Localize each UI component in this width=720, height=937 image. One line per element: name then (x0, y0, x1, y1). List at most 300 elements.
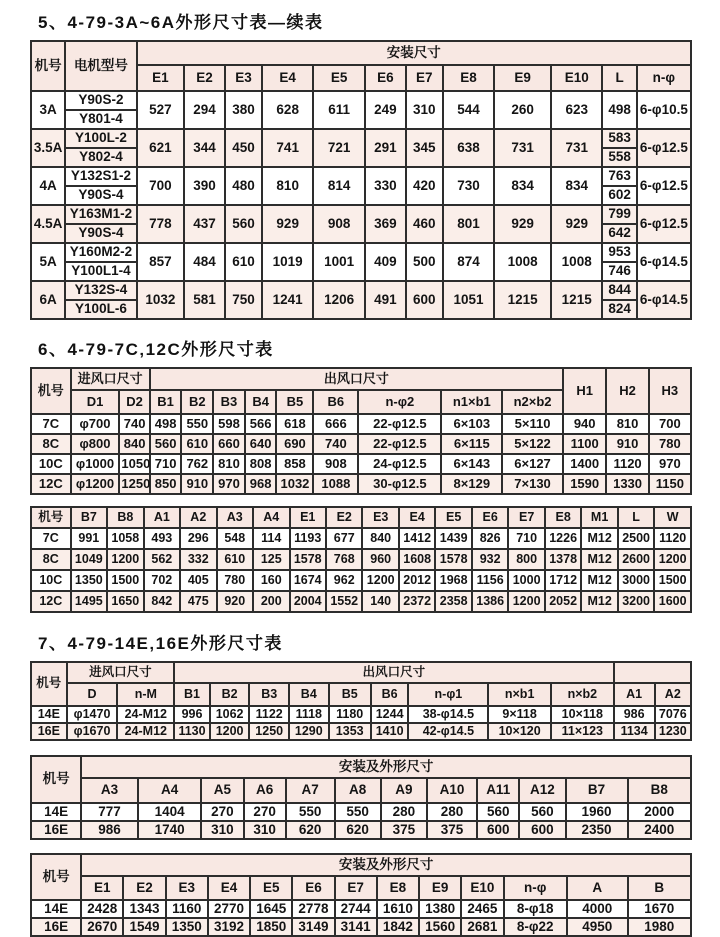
data-cell: Y100L-2 (65, 129, 136, 148)
data-cell: 1206 (313, 281, 364, 319)
header-cell: A3 (217, 507, 253, 528)
data-cell: 778 (137, 205, 185, 243)
data-cell: 1130 (174, 723, 210, 740)
data-cell: 2012 (399, 570, 435, 591)
header-cell: A (567, 876, 628, 900)
data-cell: 1200 (107, 549, 143, 570)
data-cell: 962 (326, 570, 362, 591)
data-cell: 5×110 (502, 414, 563, 434)
header-cell: B1 (174, 683, 210, 706)
section-7c-12c (30, 335, 692, 613)
table-row (31, 281, 691, 300)
header-cell: n-M (117, 683, 174, 706)
data-cell: 810 (213, 454, 245, 474)
data-cell: 638 (443, 129, 494, 167)
data-cell: 125 (253, 549, 289, 570)
data-cell: 3141 (335, 918, 377, 936)
header-cell: A1 (614, 683, 655, 706)
data-cell: 2358 (435, 591, 471, 612)
data-cell: 375 (427, 821, 477, 839)
data-cell: 940 (563, 414, 607, 434)
data-cell: Y801-4 (65, 110, 136, 129)
data-cell: 280 (427, 803, 477, 821)
data-cell: 560 (150, 434, 182, 454)
data-cell: 1122 (249, 706, 289, 723)
table-row (31, 129, 691, 148)
data-cell: 844 (602, 281, 636, 300)
data-cell: 768 (326, 549, 362, 570)
data-cell: 460 (406, 205, 443, 243)
data-cell: 702 (144, 570, 180, 591)
data-cell: 7076 (655, 706, 691, 723)
data-cell: 834 (551, 167, 602, 205)
header-cell: n-φ (504, 876, 567, 900)
header-cell: 机号 (31, 662, 67, 706)
data-cell: 2770 (208, 900, 250, 918)
header-cell: n-φ1 (408, 683, 488, 706)
data-cell: 2350 (566, 821, 628, 839)
header-cell: E3 (166, 876, 208, 900)
data-cell: 850 (150, 474, 182, 494)
data-cell: 6-φ12.5 (637, 205, 691, 243)
header-cell: B3 (213, 390, 245, 414)
data-cell: 826 (472, 528, 508, 549)
section-title: 6、4-79-7C‚12C外形尺寸表 (38, 340, 274, 359)
data-cell: 690 (276, 434, 313, 454)
header-cell: E7 (406, 65, 443, 91)
data-cell: 610 (225, 243, 262, 281)
header-cell: E6 (365, 65, 406, 91)
data-cell: 710 (508, 528, 544, 549)
data-cell: 857 (137, 243, 185, 281)
header-cell: E8 (443, 65, 494, 91)
data-cell: 548 (217, 528, 253, 549)
header-cell: E4 (399, 507, 435, 528)
data-cell: 544 (443, 91, 494, 129)
header-cell: 进风口尺寸 (67, 662, 175, 683)
data-cell: 260 (494, 91, 551, 129)
data-cell: 808 (245, 454, 277, 474)
data-cell: 560 (519, 803, 565, 821)
header-cell: 机号 (31, 41, 65, 91)
table-row (31, 167, 691, 186)
data-cell: 986 (81, 821, 138, 839)
data-cell: 6×115 (441, 434, 502, 454)
data-cell: 6-φ14.5 (637, 243, 691, 281)
data-cell: 1495 (71, 591, 107, 612)
data-cell: 1032 (137, 281, 185, 319)
data-cell: 618 (276, 414, 313, 434)
header-cell: B (628, 876, 691, 900)
data-cell: 12C (31, 591, 71, 612)
data-cell: 996 (174, 706, 210, 723)
data-cell: 11×123 (551, 723, 614, 740)
data-cell: 1980 (628, 918, 691, 936)
data-cell: 14E (31, 803, 81, 821)
data-cell: 960 (362, 549, 398, 570)
data-cell: 740 (119, 414, 149, 434)
data-cell: 562 (144, 549, 180, 570)
data-cell: 620 (286, 821, 335, 839)
data-cell: 600 (519, 821, 565, 839)
data-cell: 929 (494, 205, 551, 243)
data-cell: 310 (406, 91, 443, 129)
header-cell: A5 (201, 778, 243, 803)
header-cell: n-φ (637, 65, 691, 91)
data-cell: 560 (225, 205, 262, 243)
header-cell: E10 (461, 876, 503, 900)
data-cell: 24-φ12.5 (358, 454, 441, 474)
header-cell: 进风口尺寸 (71, 368, 150, 390)
data-cell: 2600 (618, 549, 654, 570)
data-cell: 1968 (435, 570, 471, 591)
data-cell: 2778 (292, 900, 334, 918)
data-cell: 6A (31, 281, 65, 319)
data-cell: 1380 (419, 900, 461, 918)
data-cell: 1200 (508, 591, 544, 612)
header-cell: B6 (313, 390, 358, 414)
data-cell: 420 (406, 167, 443, 205)
data-cell: 929 (262, 205, 313, 243)
header-cell: 出风口尺寸 (174, 662, 613, 683)
header-cell: D1 (71, 390, 120, 414)
data-cell: 405 (180, 570, 216, 591)
data-cell: 677 (326, 528, 362, 549)
header-cell: E6 (472, 507, 508, 528)
header-cell: B1 (150, 390, 182, 414)
data-cell: 1740 (138, 821, 201, 839)
data-cell: 550 (335, 803, 381, 821)
header-cell: E5 (435, 507, 471, 528)
data-cell: 310 (244, 821, 286, 839)
data-cell: 6-φ14.5 (637, 281, 691, 319)
data-cell: 375 (381, 821, 427, 839)
header-row (31, 662, 691, 683)
header-cell: E10 (551, 65, 602, 91)
data-cell: 810 (606, 414, 648, 434)
data-cell: M12 (581, 528, 617, 549)
data-cell: 2744 (335, 900, 377, 918)
data-cell: 801 (443, 205, 494, 243)
header-cell: E9 (494, 65, 551, 91)
data-cell: 970 (649, 454, 691, 474)
data-cell: 908 (313, 454, 358, 474)
header-cell: B2 (181, 390, 213, 414)
table-row (31, 454, 691, 474)
data-cell: 740 (313, 434, 358, 454)
data-cell: 3192 (208, 918, 250, 936)
data-cell: 3000 (618, 570, 654, 591)
header-cell: A11 (477, 778, 519, 803)
data-cell: 1215 (551, 281, 602, 319)
data-cell: 291 (365, 129, 406, 167)
header-row (31, 41, 691, 65)
header-cell: E1 (137, 65, 185, 91)
data-cell: 970 (213, 474, 245, 494)
data-cell: 270 (201, 803, 243, 821)
data-cell: 640 (245, 434, 277, 454)
data-cell: 24-M12 (117, 723, 174, 740)
header-cell: B3 (249, 683, 289, 706)
header-cell: n1×b1 (441, 390, 502, 414)
table-row (31, 570, 691, 591)
header-cell: A4 (138, 778, 201, 803)
data-cell: 1019 (262, 243, 313, 281)
table-row (31, 706, 691, 723)
data-cell: 550 (286, 803, 335, 821)
data-cell: 475 (180, 591, 216, 612)
data-cell: 1578 (290, 549, 326, 570)
data-cell: 10C (31, 570, 71, 591)
data-cell: 1150 (649, 474, 691, 494)
data-cell: 8×129 (441, 474, 502, 494)
data-cell: 6×143 (441, 454, 502, 474)
data-cell: 1712 (545, 570, 581, 591)
data-cell: 666 (313, 414, 358, 434)
data-cell: 1343 (123, 900, 165, 918)
data-cell: 2004 (290, 591, 326, 612)
table-14e-16e-inlet-outlet (30, 661, 692, 741)
data-cell: 1850 (250, 918, 292, 936)
data-cell: 910 (606, 434, 648, 454)
header-cell: E1 (81, 876, 123, 900)
table-7c-12c-inlet-outlet (30, 367, 692, 495)
table-14e-16e-inlet-outlet (30, 661, 692, 741)
section-14e-16e (30, 629, 692, 937)
data-cell: 799 (602, 205, 636, 224)
data-cell: 2465 (461, 900, 503, 918)
data-cell: 1200 (210, 723, 250, 740)
header-cell: E5 (313, 65, 364, 91)
table-row (31, 91, 691, 110)
data-cell: 1032 (276, 474, 313, 494)
data-cell: 450 (225, 129, 262, 167)
data-cell: 7C (31, 528, 71, 549)
data-cell: 3200 (618, 591, 654, 612)
table-row (31, 528, 691, 549)
data-cell: 24-M12 (117, 706, 174, 723)
data-cell: 731 (551, 129, 602, 167)
header-row (31, 854, 691, 876)
data-cell: 10C (31, 454, 71, 474)
data-cell: 1250 (119, 474, 149, 494)
data-cell: 1500 (107, 570, 143, 591)
data-cell: 628 (262, 91, 313, 129)
data-cell: Y132S-4 (65, 281, 136, 300)
table-row (31, 821, 691, 839)
data-cell: Y802-4 (65, 148, 136, 167)
data-cell: 38-φ14.5 (408, 706, 488, 723)
data-cell: Y90S-4 (65, 224, 136, 243)
data-cell: 1160 (166, 900, 208, 918)
data-cell: 3A (31, 91, 65, 129)
data-cell: 1244 (371, 706, 409, 723)
data-cell: 200 (253, 591, 289, 612)
header-cell: B4 (289, 683, 329, 706)
data-cell: 1410 (371, 723, 409, 740)
data-cell: 1180 (329, 706, 371, 723)
table-row (31, 474, 691, 494)
header-cell: B7 (566, 778, 628, 803)
header-cell: E5 (250, 876, 292, 900)
header-cell: E9 (419, 876, 461, 900)
data-cell: 968 (245, 474, 277, 494)
table-7c-12c-mounting (30, 506, 692, 613)
data-cell: 1378 (545, 549, 581, 570)
data-cell: Y100L1-4 (65, 262, 136, 281)
header-row (31, 683, 691, 706)
header-cell (614, 662, 691, 683)
header-cell: E7 (335, 876, 377, 900)
data-cell: 1590 (563, 474, 607, 494)
table-row (31, 243, 691, 262)
header-cell: E3 (362, 507, 398, 528)
header-row (31, 876, 691, 900)
header-cell: B2 (210, 683, 250, 706)
data-cell: 4A (31, 167, 65, 205)
data-cell: 1200 (362, 570, 398, 591)
table-14e-16e-mounting-e (30, 853, 692, 937)
table-row (31, 549, 691, 570)
data-cell: 550 (181, 414, 213, 434)
data-cell: 14E (31, 900, 81, 918)
data-cell: 484 (184, 243, 225, 281)
data-cell: 710 (150, 454, 182, 474)
data-cell: 1100 (563, 434, 607, 454)
data-cell: 280 (381, 803, 427, 821)
data-cell: 2052 (545, 591, 581, 612)
data-cell: 1051 (443, 281, 494, 319)
header-cell: L (602, 65, 636, 91)
data-cell: 1552 (326, 591, 362, 612)
data-cell: 4000 (567, 900, 628, 918)
data-cell: 1400 (563, 454, 607, 474)
data-cell: 610 (217, 549, 253, 570)
data-cell: 932 (472, 549, 508, 570)
data-cell: 1008 (551, 243, 602, 281)
data-cell: 800 (508, 549, 544, 570)
header-cell: E8 (545, 507, 581, 528)
header-cell: E7 (508, 507, 544, 528)
header-cell: E1 (290, 507, 326, 528)
header-cell: 出风口尺寸 (150, 368, 563, 390)
data-cell: 1008 (494, 243, 551, 281)
data-cell: 1610 (377, 900, 419, 918)
table-3a-6a-continued (30, 40, 692, 320)
table-14e-16e-mounting-e (30, 853, 692, 937)
header-cell: A6 (244, 778, 286, 803)
data-cell: 8-φ22 (504, 918, 567, 936)
data-cell: 491 (365, 281, 406, 319)
header-cell: H2 (606, 368, 648, 414)
data-cell: 2500 (618, 528, 654, 549)
data-cell: 1412 (399, 528, 435, 549)
data-cell: Y163M1-2 (65, 205, 136, 224)
header-cell: A7 (286, 778, 335, 803)
data-cell: 7C (31, 414, 71, 434)
data-cell: 10×118 (551, 706, 614, 723)
data-cell: 581 (184, 281, 225, 319)
data-cell: 741 (262, 129, 313, 167)
data-cell: 1290 (289, 723, 329, 740)
data-cell: 858 (276, 454, 313, 474)
data-cell: 30-φ12.5 (358, 474, 441, 494)
data-cell: 1330 (606, 474, 648, 494)
table-row (31, 205, 691, 224)
data-cell: 623 (551, 91, 602, 129)
data-cell: 6×103 (441, 414, 502, 434)
header-cell: B8 (107, 507, 143, 528)
header-cell: E2 (184, 65, 225, 91)
data-cell: 2400 (628, 821, 691, 839)
data-cell: 5×122 (502, 434, 563, 454)
data-cell: 558 (602, 148, 636, 167)
header-cell: 安装及外形尺寸 (81, 756, 691, 778)
data-cell: 910 (181, 474, 213, 494)
data-cell: 611 (313, 91, 364, 129)
data-cell: 42-φ14.5 (408, 723, 488, 740)
table-row (31, 900, 691, 918)
data-cell: 380 (225, 91, 262, 129)
data-cell: 700 (137, 167, 185, 205)
data-cell: 840 (362, 528, 398, 549)
data-cell: 1058 (107, 528, 143, 549)
data-cell: 560 (477, 803, 519, 821)
data-cell: 437 (184, 205, 225, 243)
header-cell: A2 (655, 683, 691, 706)
data-cell: 140 (362, 591, 398, 612)
table-row (31, 723, 691, 740)
data-cell: 834 (494, 167, 551, 205)
data-cell: M12 (581, 549, 617, 570)
data-cell: 1226 (545, 528, 581, 549)
data-cell: 4950 (567, 918, 628, 936)
data-cell: 780 (217, 570, 253, 591)
header-cell: A8 (335, 778, 381, 803)
data-cell: 10×120 (488, 723, 551, 740)
data-cell: 746 (602, 262, 636, 281)
header-cell: W (654, 507, 691, 528)
data-cell: M12 (581, 591, 617, 612)
data-cell: φ1470 (67, 706, 118, 723)
data-cell: 842 (144, 591, 180, 612)
data-cell: 1674 (290, 570, 326, 591)
header-cell: L (618, 507, 654, 528)
data-cell: 310 (201, 821, 243, 839)
data-cell: 953 (602, 243, 636, 262)
data-cell: 1062 (210, 706, 250, 723)
table-row (31, 434, 691, 454)
data-cell: 1650 (107, 591, 143, 612)
header-cell: B5 (329, 683, 371, 706)
header-cell: B6 (371, 683, 409, 706)
data-cell: 2670 (81, 918, 123, 936)
data-cell: 1120 (606, 454, 648, 474)
data-cell: M12 (581, 570, 617, 591)
data-cell: Y132S1-2 (65, 167, 136, 186)
table-3a-6a-continued (30, 40, 692, 320)
header-cell: H1 (563, 368, 607, 414)
header-cell: 电机型号 (65, 41, 136, 91)
data-cell: 330 (365, 167, 406, 205)
data-cell: 730 (443, 167, 494, 205)
data-cell: φ1200 (71, 474, 120, 494)
data-cell: 2000 (628, 803, 691, 821)
table-row (31, 591, 691, 612)
data-cell: Y90S-2 (65, 91, 136, 110)
data-cell: 991 (71, 528, 107, 549)
data-cell: 920 (217, 591, 253, 612)
